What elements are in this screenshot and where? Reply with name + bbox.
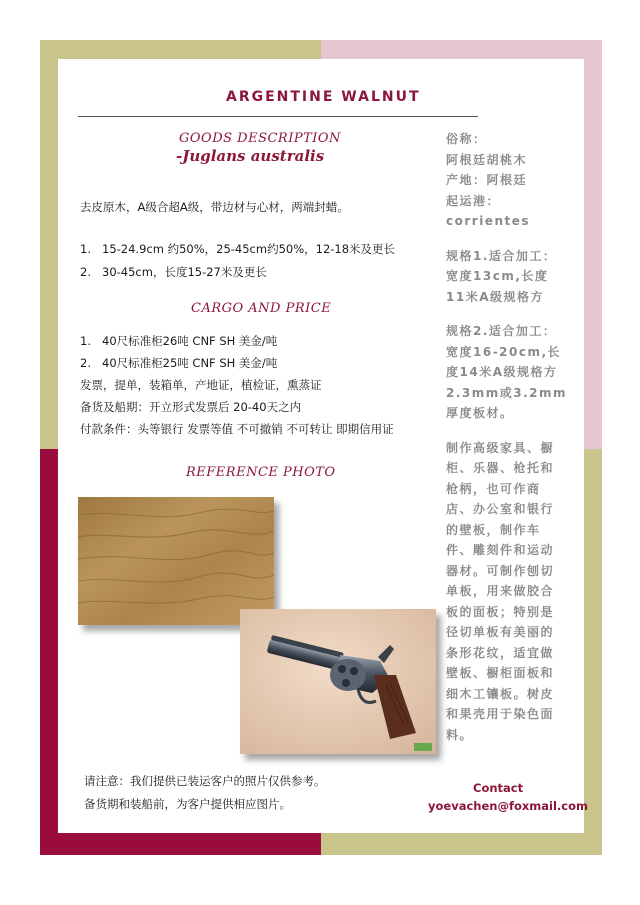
sidebar-line: 店、办公室和银行: [446, 502, 555, 516]
sidebar-line: 料。: [446, 727, 474, 742]
spec-number: 1.: [80, 242, 91, 256]
sidebar-line: 径切单板有美丽的: [446, 625, 555, 639]
sidebar-line: corrientes: [446, 214, 531, 228]
sidebar-spacer: [446, 232, 567, 246]
sidebar-line: 件、雕刻件和运动: [446, 543, 555, 557]
sidebar-line: 宽度16-20cm,长: [446, 344, 562, 359]
documents-line: 发票，提单，装箱单，产地证，植检证，熏蒸证: [80, 378, 322, 392]
cargo-number: 2.: [80, 356, 91, 370]
sidebar-line: 板的面板；特别是: [446, 604, 555, 619]
sidebar-line: 起运港：: [446, 193, 501, 208]
content-page: [58, 59, 588, 833]
contact-label: Contact: [473, 781, 524, 795]
sidebar-line: 壁板、橱柜面板和: [446, 666, 555, 680]
sidebar-line: 规格1.适合加工：: [446, 248, 557, 263]
spec-item-2: [80, 264, 267, 280]
spec-number: 2.: [80, 265, 91, 279]
cargo-text: 40尺标准柜25吨 CNF SH 美金/吨: [102, 356, 278, 370]
sidebar-line: 柜、乐器、枪托和: [446, 461, 555, 475]
contact-email[interactable]: yoevachen@foxmail.com: [428, 799, 588, 813]
sidebar-line: 的壁板，制作车: [446, 522, 541, 537]
sidebar-text: [446, 129, 567, 745]
sidebar-line: 宽度13cm,长度: [446, 269, 549, 283]
cargo-item-1: [80, 333, 277, 349]
shipping-time-line: 备货及船期：开立形式发票后 20-40天之内: [80, 400, 302, 414]
sidebar-line: 条形花纹，适宜做: [446, 645, 555, 660]
spec-item-1: [80, 241, 395, 257]
sidebar-line: 度14米A级规格方: [446, 365, 558, 379]
scientific-name: -Juglans australis: [176, 147, 325, 165]
reference-photo-heading: REFERENCE PHOTO: [186, 465, 336, 480]
wood-veneer-photo: [78, 497, 274, 625]
sidebar-line: 规格2.适合加工：: [446, 324, 557, 338]
sidebar-line: 单板，用来做胶合: [446, 584, 555, 598]
sidebar-line: 2.3mm或3.2mm: [446, 385, 568, 400]
sidebar-line: 枪柄，也可作商: [446, 481, 541, 496]
footer-note-1: 请注意：我们提供已装运客户的照片仅供参考。: [84, 774, 326, 788]
goods-description-heading: GOODS DESCRIPTION: [179, 131, 341, 146]
sidebar-line: 细木工镶板。树皮: [446, 686, 555, 701]
cargo-text: 40尺标准柜26吨 CNF SH 美金/吨: [102, 334, 278, 348]
sidebar-line: 器材。可制作刨切: [446, 563, 555, 578]
sidebar-spacer: [446, 307, 567, 321]
page-title: ARGENTINE WALNUT: [226, 89, 421, 105]
sidebar-line: 阿根廷胡桃木: [446, 152, 528, 167]
sidebar-line: 11米A级规格方: [446, 289, 544, 304]
cargo-item-2: [80, 355, 277, 371]
goods-summary: 去皮原木，A级合超A级，带边材与心材，两端封蜡。: [80, 200, 349, 214]
spec-text: 30-45cm，长度15-27米及更长: [102, 265, 267, 279]
title-divider: [78, 116, 478, 117]
payment-terms-line: 付款条件：头等银行 发票等值 不可撤销 不可转让 即期信用证: [80, 422, 394, 436]
sidebar-line: 俗称：: [446, 132, 487, 146]
sidebar-line: 和果壳用于染色面: [446, 707, 555, 721]
cargo-price-heading: CARGO AND PRICE: [191, 301, 332, 316]
footer-note-2: 备货期和装船前，为客户提供相应图片。: [84, 797, 291, 811]
cargo-number: 1.: [80, 334, 91, 348]
sidebar-line: 厚度板材。: [446, 406, 514, 420]
sidebar-spacer: [446, 424, 567, 438]
spec-text: 15-24.9cm 约50%，25-45cm约50%，12-18米及更长: [102, 242, 396, 256]
sidebar-line: 制作高级家具、橱: [446, 440, 555, 455]
sidebar-line: 产地：阿根廷: [446, 173, 528, 187]
revolver-photo: [240, 609, 436, 754]
